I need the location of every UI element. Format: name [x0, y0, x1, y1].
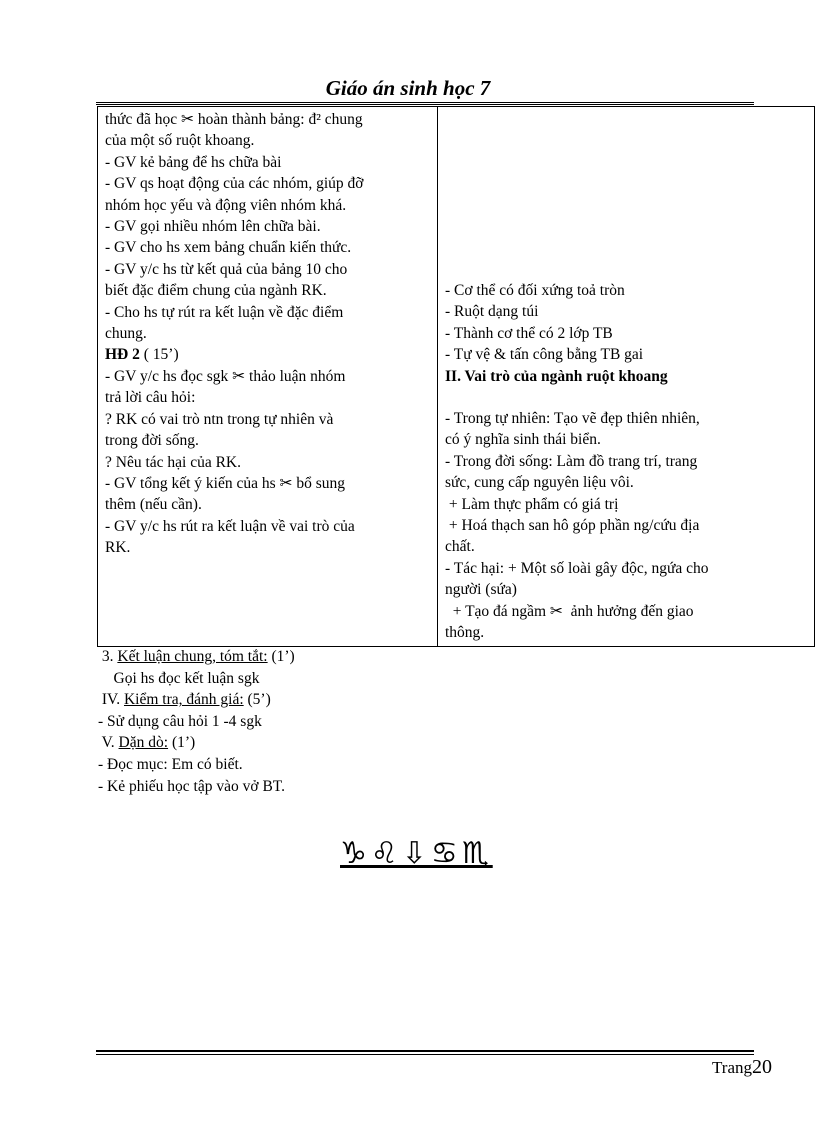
section-time: (1’) — [168, 734, 196, 752]
text-line: - GV gọi nhiều nhóm lên chữa bài. — [105, 218, 321, 236]
text-line: - Cho hs tự rút ra kết luận về đặc điểm — [105, 303, 344, 321]
text-line: trong đời sống. — [105, 432, 199, 450]
section-4-heading — [98, 689, 295, 711]
text-line: - GV y/c hs đọc sgk ✂ thảo luận nhóm — [105, 367, 346, 385]
page-label: Trang — [712, 1058, 752, 1077]
feature-line: - Thành cơ thể có 2 lớp TB — [445, 324, 613, 342]
text-line: nhóm học yếu và động viên nhóm khá. — [105, 196, 347, 214]
section-5-body-line: - Đọc mục: Em có biết. — [98, 755, 243, 773]
spacer — [445, 387, 808, 408]
text-line: RK. — [105, 539, 131, 557]
table-row — [98, 107, 815, 647]
role-line: - Trong đời sống: Làm đồ trang trí, trang — [445, 452, 698, 470]
section-2-title — [445, 366, 808, 387]
teacher-activities-cell — [98, 107, 438, 647]
section-2-title-text: II. Vai trò của ngành ruột khoang — [445, 367, 668, 385]
hd2-heading — [105, 344, 431, 365]
text-line: của một số ruột khoang. — [105, 132, 255, 150]
text-line: - GV cho hs xem bảng chuẩn kiến thức. — [105, 239, 352, 257]
header-rule-2 — [96, 104, 754, 105]
role-line: + Làm thực phẩm có giá trị — [445, 495, 619, 513]
text-line: - GV kẻ bảng để hs chữa bài — [105, 153, 282, 171]
footer-rule-2 — [96, 1054, 754, 1055]
role-line: sức, cung cấp nguyên liệu vôi. — [445, 474, 634, 492]
role-line: người (sứa) — [445, 581, 517, 599]
hd2-time: ( 15’) — [139, 346, 179, 364]
section-number: IV. — [98, 691, 124, 709]
section-4-title: Kiểm tra, đánh giá: — [123, 691, 244, 709]
text-line: biết đặc điểm chung của ngành RK. — [105, 282, 327, 300]
section-3-body: Gọi hs đọc kết luận sgk — [98, 669, 260, 687]
section-number: 3. — [98, 648, 118, 665]
feature-line: - Cơ thể có đối xứng toả tròn — [445, 282, 625, 299]
section-5-body-line: - Kẻ phiếu học tập vào vở BT. — [98, 777, 285, 795]
hd2-label: HĐ 2 — [105, 346, 140, 364]
role-line: chất. — [445, 538, 475, 556]
section-4-body: - Sử dụng câu hỏi 1 -4 sgk — [98, 712, 262, 730]
feature-line: - Tự vệ & tấn công bằng TB gai — [445, 346, 644, 364]
text-line: - GV qs hoạt động của các nhóm, giúp đỡ — [105, 175, 364, 193]
spacer — [445, 109, 808, 280]
text-line: chung. — [105, 325, 147, 343]
page-number-value: 20 — [752, 1056, 772, 1078]
closing-sections — [98, 646, 295, 797]
text-line: ? Nêu tác hại của RK. — [105, 453, 241, 471]
text-line: thức đã học ✂ hoàn thành bảng: đ² chung — [105, 111, 363, 128]
content-cell — [438, 107, 815, 647]
page-number — [712, 1056, 772, 1079]
role-line: thông. — [445, 624, 485, 642]
text-line: ? RK có vai trò ntn trong tự nhiên và — [105, 410, 334, 428]
decorative-symbols: ♑♌⇩♋♏ — [340, 836, 493, 871]
feature-line: - Ruột dạng túi — [445, 303, 539, 321]
role-line: - Tác hại: + Một số loài gây độc, ngứa cho — [445, 559, 709, 577]
section-number: V. — [98, 734, 119, 752]
role-line: + Hoá thạch san hô góp phần ng/cứu địa — [445, 517, 700, 535]
page-header-title: Giáo án sinh học 7 — [325, 76, 491, 100]
text-line: - GV y/c hs rút ra kết luận về vai trò của — [105, 517, 355, 535]
section-5-heading — [98, 732, 295, 754]
role-line: có ý nghĩa sinh thái biển. — [445, 431, 601, 449]
section-time: (1’) — [267, 648, 295, 665]
text-line: thêm (nếu cần). — [105, 496, 202, 514]
text-line: - GV y/c hs từ kết quả của bảng 10 cho — [105, 260, 348, 278]
text-line: - GV tổng kết ý kiến của hs ✂ bổ sung — [105, 474, 346, 492]
lesson-table — [97, 106, 815, 647]
header-rule — [96, 102, 754, 103]
section-3-title: Kết luận chung, tóm tắt: — [117, 648, 268, 665]
section-time: (5’) — [243, 691, 271, 709]
footer-rule — [96, 1050, 754, 1052]
section-5-title: Dặn dò: — [118, 734, 169, 752]
role-line: - Trong tự nhiên: Tạo vẽ đẹp thiên nhiên, — [445, 410, 700, 428]
role-line: + Tạo đá ngầm ✂ ảnh hưởng đến giao — [445, 602, 694, 620]
section-3-heading — [98, 646, 295, 668]
text-line: trả lời câu hỏi: — [105, 389, 196, 407]
